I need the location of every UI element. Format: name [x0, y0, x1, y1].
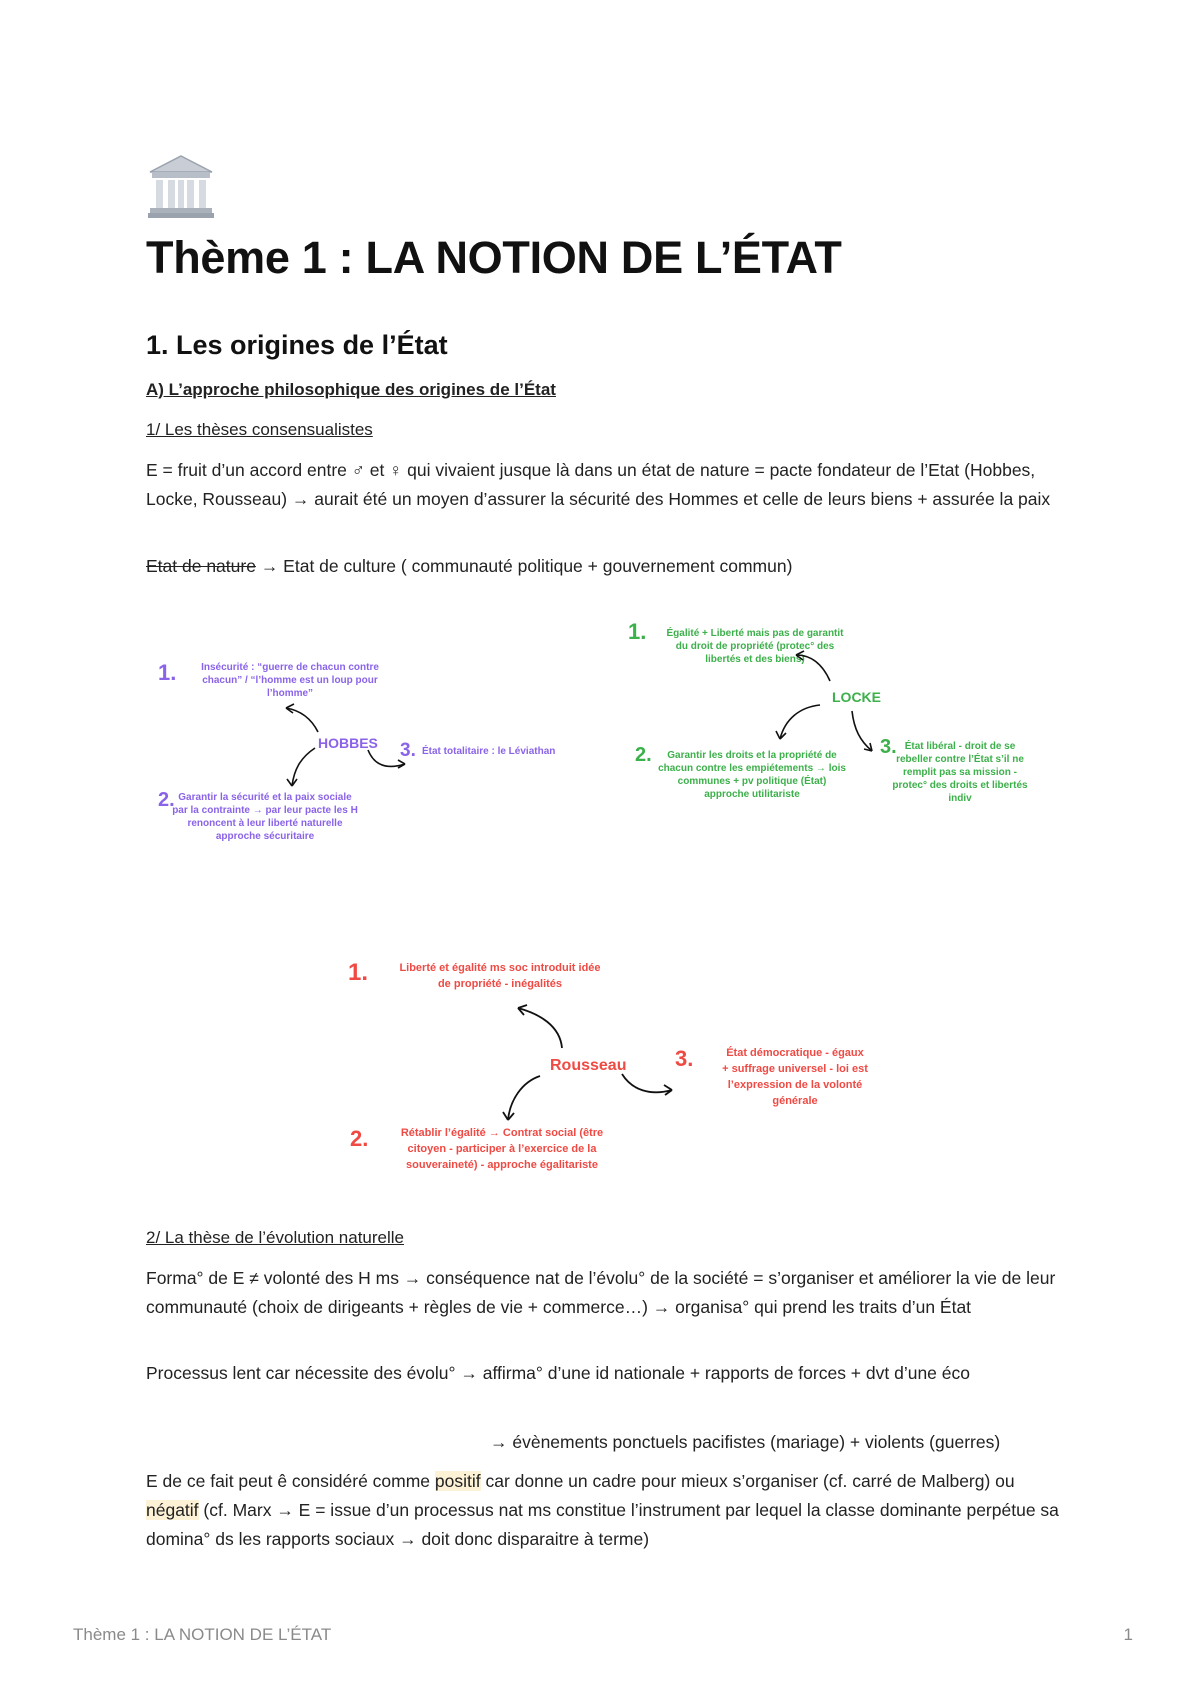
- rousseau-num-2: 2.: [350, 1126, 369, 1151]
- locke-num-1: 1.: [628, 619, 647, 644]
- highlight-positif: positif: [434, 1471, 481, 1491]
- hobbes-text-2c: renoncent à leur liberté naturelle: [187, 818, 343, 829]
- locke-text-2b: chacun contre les empiétements → lois: [658, 763, 846, 774]
- hobbes-text-2d: approche sécuritaire: [215, 831, 315, 842]
- hobbes-text-3: État totalitaire : le Léviathan: [422, 746, 556, 757]
- section-heading: 1. Les origines de l’État: [146, 330, 448, 360]
- rousseau-text-3b: + suffrage universel - loi est: [722, 1063, 868, 1075]
- paragraph-processus: Processus lent car nécessite des évolu° → affirma° d’une id nationale + rapports de forces + dvt d’une éco: [146, 1363, 970, 1383]
- subheading-consensualistes: 1/ Les thèses consensualistes: [146, 420, 373, 439]
- locke-text-1a: Égalité + Liberté mais pas de garantit: [666, 628, 844, 639]
- rousseau-text-1a: Liberté et égalité ms soc introduit idée: [399, 962, 601, 974]
- rousseau-diagram: [340, 950, 880, 1180]
- paragraph-text: E de ce fait peut ê considéré comme: [146, 1471, 435, 1491]
- page-number: 1: [1123, 1625, 1133, 1644]
- paragraph-text: (cf. Marx → E = issue d’un processus nat ms constitue l’instrument par lequel la classe dominante perpétue sa domina° ds les rapports sociaux → doit donc disparaitre à terme): [146, 1500, 1059, 1549]
- locke-center-label: LOCKE: [832, 689, 881, 705]
- locke-text-3e: indiv: [948, 793, 972, 804]
- hobbes-text-2b: par la contrainte → par leur pacte les H: [172, 805, 358, 816]
- rousseau-text-2c: souveraineté) - approche égalitariste: [406, 1159, 598, 1171]
- hobbes-text-1b: chacun” / “l’homme est un loup pour: [202, 675, 378, 686]
- paragraph-text: car donne un cadre pour mieux s’organiser (cf. carré de Malberg) ou: [480, 1471, 1015, 1491]
- hobbes-diagram: [150, 640, 570, 860]
- rousseau-num-1: 1.: [348, 959, 369, 986]
- locke-diagram: [620, 615, 1060, 835]
- subheading-evolution-naturelle: 2/ La thèse de l’évolution naturelle: [146, 1228, 405, 1247]
- locke-text-1b: du droit de propriété (protec° des: [675, 641, 835, 652]
- rousseau-text-2b: citoyen - participer à l’exercice de la: [407, 1143, 597, 1155]
- hobbes-num-1: 1.: [158, 660, 177, 685]
- hobbes-text-1c: l’homme”: [266, 688, 314, 699]
- locke-text-3c: remplit pas sa mission -: [903, 767, 1017, 778]
- locke-text-3b: rebeller contre l’État s’il ne: [896, 754, 1024, 765]
- hobbes-text-2a: Garantir la sécurité et la paix sociale: [178, 792, 352, 803]
- hobbes-center-label: HOBBES: [318, 735, 378, 751]
- locke-num-3: 3.: [880, 736, 897, 758]
- locke-text-2d: approche utilitariste: [704, 789, 800, 800]
- locke-text-2c: communes + pv politique (État): [677, 776, 827, 787]
- paragraph-etat-culture: [146, 552, 1061, 581]
- hobbes-num-3: 3.: [400, 740, 416, 761]
- rousseau-text-3d: générale: [772, 1095, 818, 1107]
- highlight-negatif: négatif: [146, 1500, 199, 1520]
- paragraph-text: → Etat de culture ( communauté politique + gouvernement commun): [255, 556, 793, 576]
- hobbes-text-1a: Insécurité : “guerre de chacun contre: [201, 662, 379, 673]
- locke-text-3d: protec° des droits et libertés: [892, 780, 1028, 791]
- locke-text-2a: Garantir les droits et la propriété de: [667, 750, 837, 761]
- struck-text: Etat de nature: [146, 556, 256, 576]
- locke-text-3a: État libéral - droit de se: [904, 741, 1016, 752]
- page-title: Thème 1 : LA NOTION DE L’ÉTAT: [146, 232, 842, 283]
- hobbes-num-2: 2.: [158, 789, 175, 811]
- subsection-heading: A) L’approche philosophique des origines de l’État: [146, 380, 556, 399]
- footer-title: Thème 1 : LA NOTION DE L’ÉTAT: [73, 1625, 332, 1644]
- rousseau-text-2a: Rétablir l’égalité → Contrat social (être: [400, 1127, 604, 1139]
- rousseau-text-3a: État démocratique - égaux: [726, 1047, 864, 1059]
- rousseau-text-3c: l’expression de la volonté: [727, 1079, 863, 1091]
- rousseau-num-3: 3.: [675, 1046, 694, 1071]
- rousseau-text-1b: de propriété - inégalités: [437, 978, 563, 990]
- rousseau-center-label: Rousseau: [550, 1057, 627, 1074]
- paragraph-positif-negatif: [146, 1467, 1061, 1554]
- locke-text-1c: libertés et des biens): [705, 654, 805, 665]
- paragraph-accord: E = fruit d’un accord entre ♂ et ♀ qui vivaient jusque là dans un état de nature = pacte fondateur de l’Etat (Hobbes, Locke, Rousseau) → aurait été un moyen d’assurer la sécurité des Hommes et celle de leurs biens + assurée la paix: [146, 460, 1051, 509]
- classical-building-icon: [146, 152, 216, 222]
- paragraph-evenements: → évènements ponctuels pacifistes (mariage) + violents (guerres): [490, 1432, 1001, 1452]
- locke-num-2: 2.: [635, 744, 652, 766]
- paragraph-formation: Forma° de E ≠ volonté des H ms → conséquence nat de l’évolu° de la société = s’organiser et améliorer la vie de leur communauté (choix de dirigeants + règles de vie + commerce…) → organisa° qui prend les traits d’un État: [146, 1268, 1056, 1317]
